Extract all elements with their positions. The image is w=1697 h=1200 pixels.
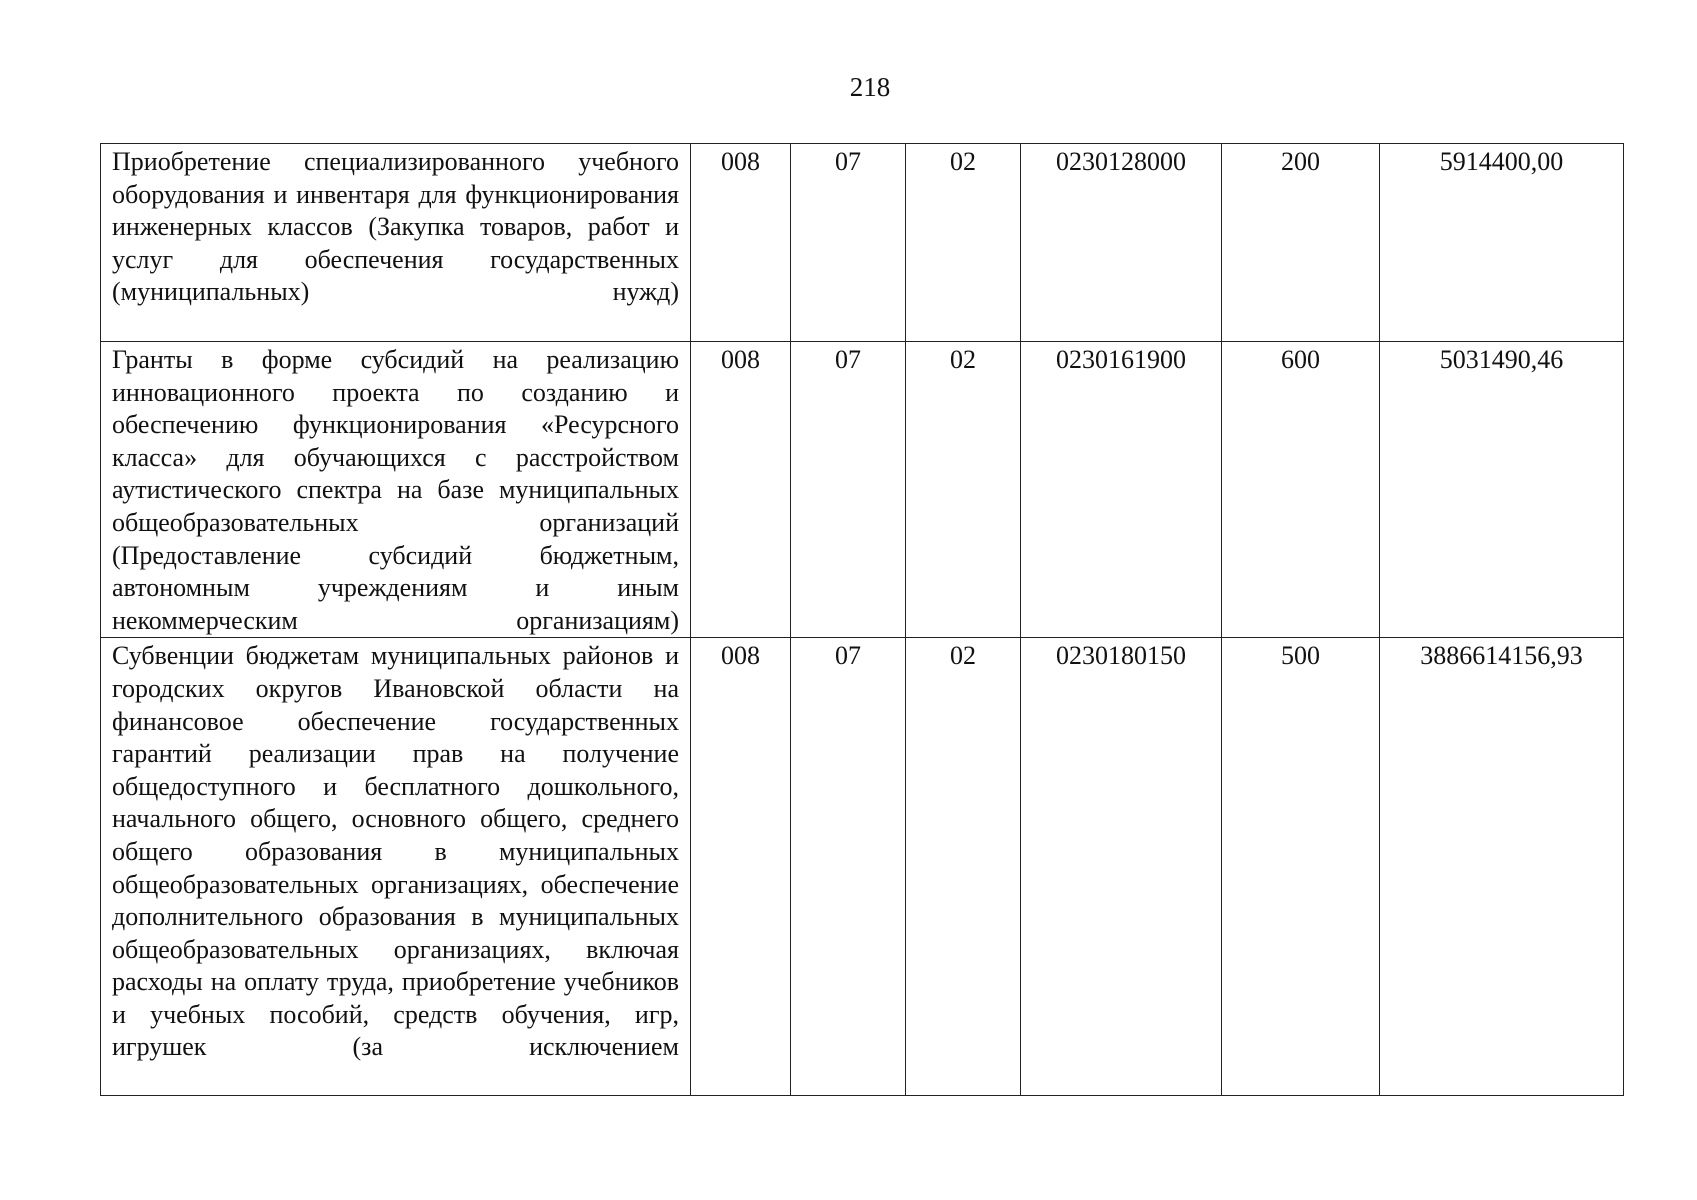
target-article-code: 0230161900 [1021,342,1222,638]
section-code: 07 [791,342,906,638]
amount-value: 3886614156,93 [1380,638,1624,1096]
target-article-code: 0230128000 [1021,144,1222,342]
expense-type-code: 600 [1222,342,1380,638]
amount-value: 5031490,46 [1380,342,1624,638]
subsection-code: 02 [906,342,1021,638]
row-description: Приобретение специализированного учебного оборудования и инвентаря для функционирования инженерных классов (Закупка товаров, работ и услуг для обеспечения государственных (муниципальных) нужд) [101,144,691,342]
ministry-code: 008 [691,144,791,342]
subsection-code: 02 [906,144,1021,342]
row-description: Гранты в форме субсидий на реализацию инновационного проекта по созданию и обеспечению функционирования «Ресурсного класса» для обучающихся с расстройством аутистического спектра на базе муниципальных общеобразовательных организаций (Предоставление субсидий бюджетным, автономным учреждениям и иным некоммерческим организациям) [101,342,691,638]
amount-value: 5914400,00 [1380,144,1624,342]
table-row [101,342,1624,638]
ministry-code: 008 [691,342,791,638]
table-row [101,144,1624,342]
expense-type-code: 500 [1222,638,1380,1096]
table-row [101,638,1624,1096]
ministry-code: 008 [691,638,791,1096]
target-article-code: 0230180150 [1021,638,1222,1096]
expense-type-code: 200 [1222,144,1380,342]
budget-table [100,143,1624,1096]
subsection-code: 02 [906,638,1021,1096]
row-description: Субвенции бюджетам муниципальных районов и городских округов Ивановской области на финансовое обеспечение государственных гарантий реализации прав на получение общедоступного и бесплатного дошкольного, начального общего, основного общего, среднего общего образования в муниципальных общеобразовательных организациях, обеспечение дополнительного образования в муниципальных общеобразовательных организациях, включая расходы на оплату труда, приобретение учебников и учебных пособий, средств обучения, игр, игрушек (за исключением [101,638,691,1096]
section-code: 07 [791,144,906,342]
section-code: 07 [791,638,906,1096]
page-number: 218 [849,72,891,102]
